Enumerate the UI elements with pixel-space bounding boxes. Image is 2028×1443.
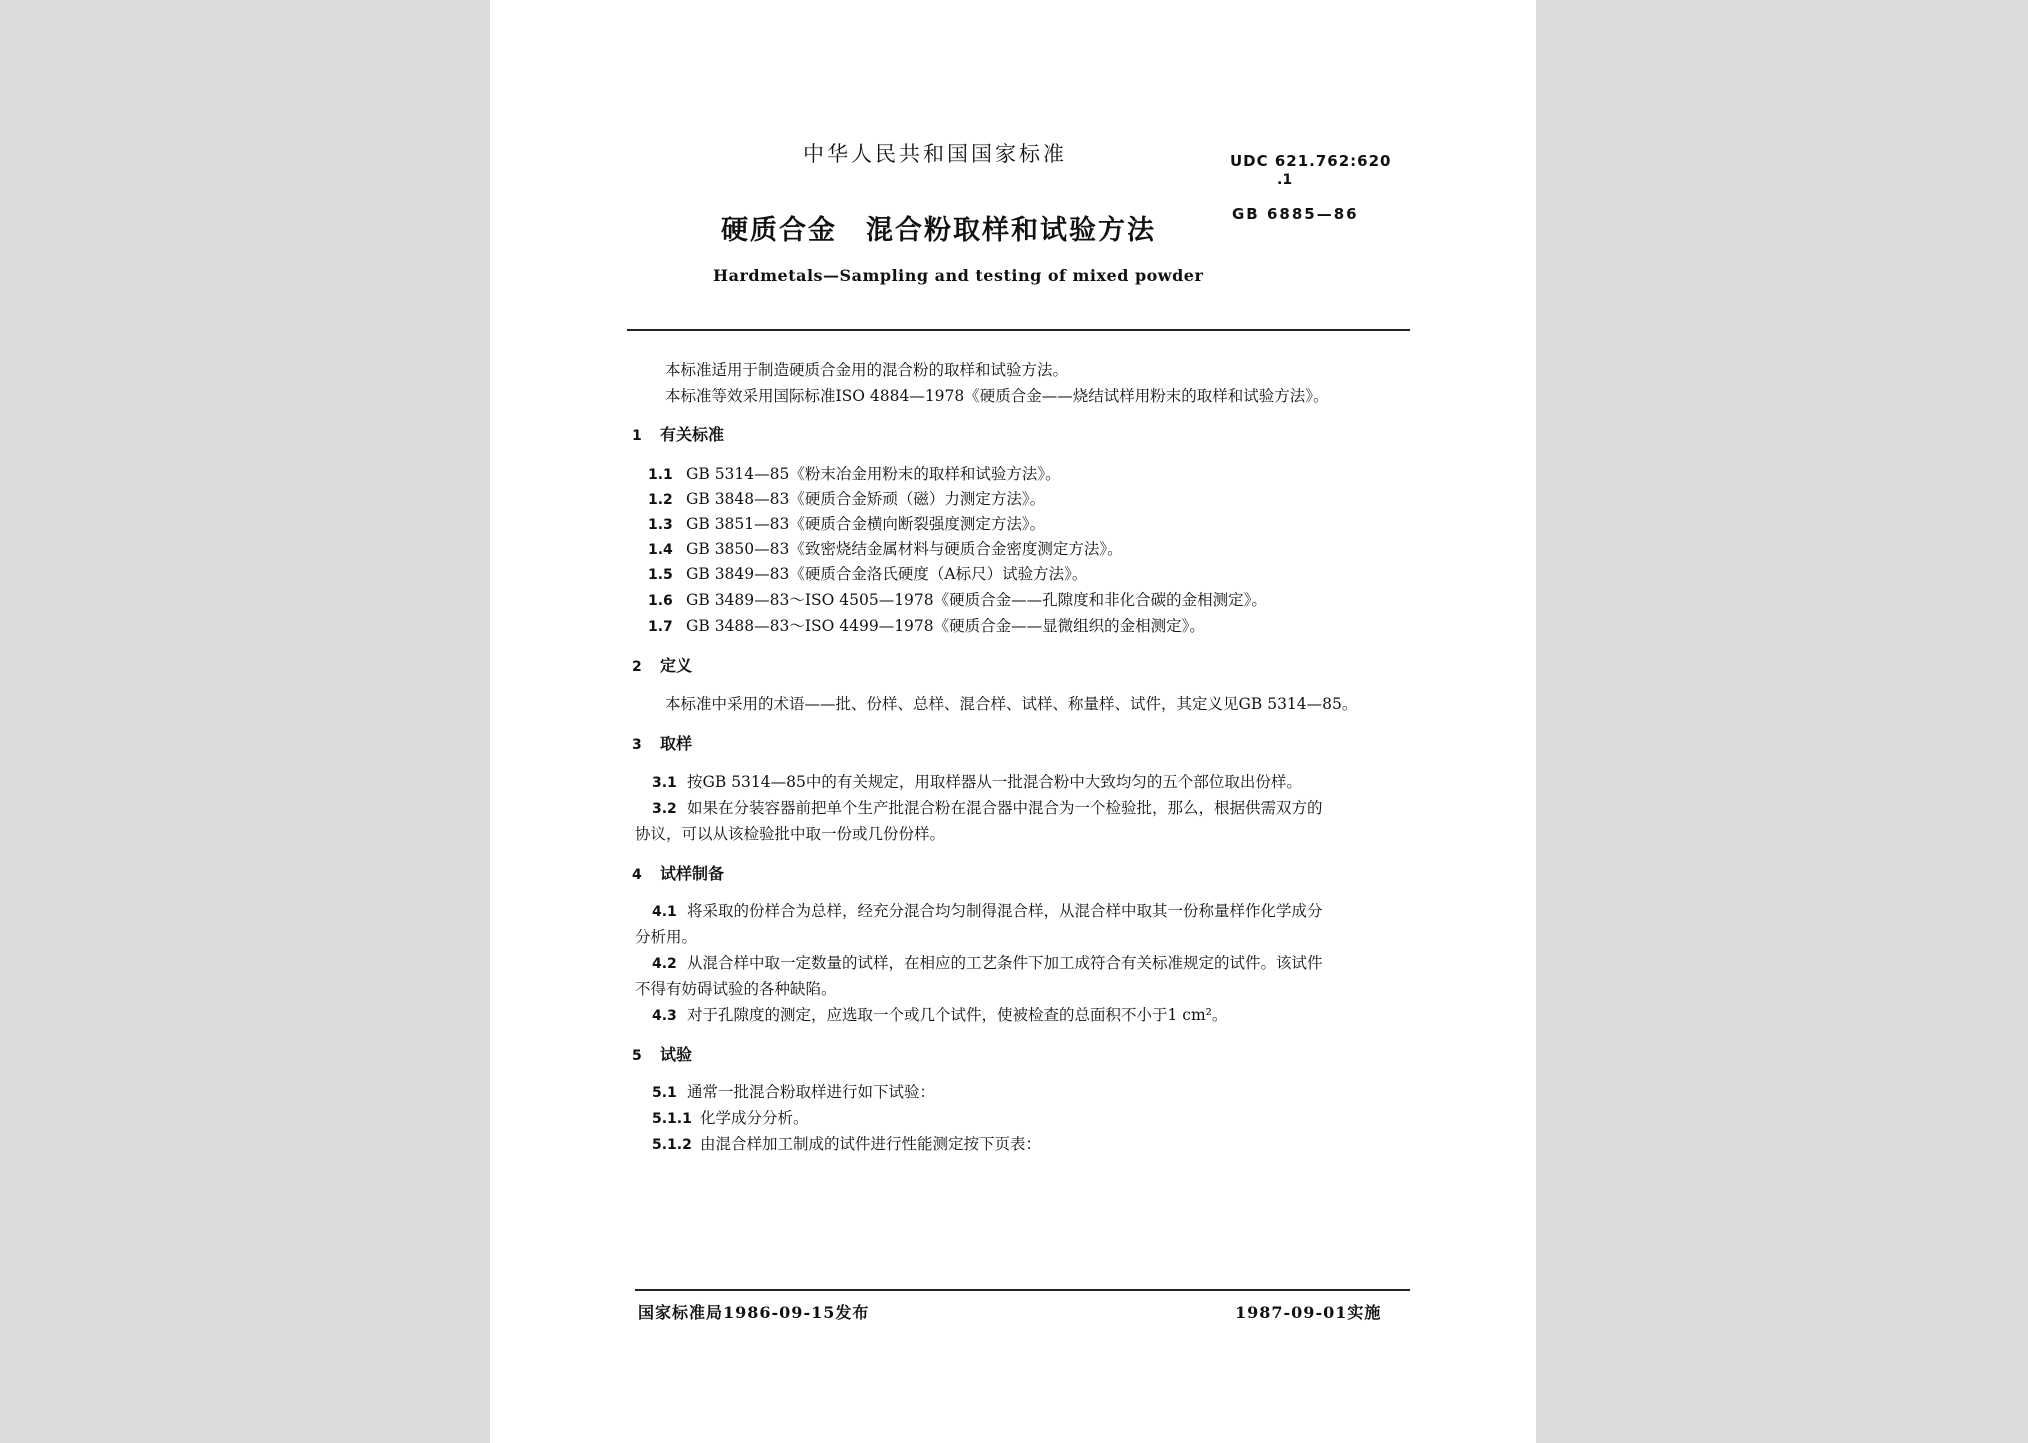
list-item: 1.1 GB 5314—85《粉末冶金用粉末的取样和试验方法》。 [648, 465, 1061, 483]
document-page [490, 0, 1536, 1443]
list-item: 1.3 GB 3851—83《硬质合金横向断裂强度测定方法》。 [648, 515, 1046, 533]
list-item: 1.5 GB 3849—83《硬质合金洛氏硬度（A标尺）试验方法》。 [648, 565, 1088, 583]
udc-code-continuation: .1 [1277, 172, 1293, 188]
paragraph: 3.2 如果在分装容器前把单个生产批混合粉在混合器中混合为一个检验批，那么，根据供需双方的 [652, 799, 1323, 817]
paragraph: 5.1.2 由混合样加工制成的试件进行性能测定按下页表： [652, 1135, 1042, 1153]
paragraph: 4.3 对于孔隙度的测定，应选取一个或几个试件，使被检查的总面积不小于1 cm²。 [652, 1006, 1228, 1024]
intro-scope: 本标准适用于制造硬质合金用的混合粉的取样和试验方法。 [665, 361, 1069, 379]
paragraph: 5.1 通常一批混合粉取样进行如下试验： [652, 1083, 936, 1101]
section-2-heading: 2 定义 [632, 656, 693, 675]
section-1-heading: 1 有关标准 [632, 425, 725, 444]
bottom-divider [635, 1289, 1410, 1291]
paragraph: 3.1 按GB 5314—85中的有关规定，用取样器从一批混合粉中大致均匀的五个部位取出份样。 [652, 773, 1302, 791]
definition-text: 本标准中采用的术语——批、份样、总样、混合样、试样、称量样、试件，其定义见GB 5314—85。 [665, 695, 1358, 713]
list-item: 1.6 GB 3489—83～ISO 4505—1978《硬质合金——孔隙度和非化合碳的金相测定》。 [648, 591, 1267, 609]
paragraph: 5.1.1 化学成分分析。 [652, 1109, 809, 1127]
title-chinese: 硬质合金 混合粉取样和试验方法 [721, 215, 1156, 246]
national-standard-heading: 中华人民共和国国家标准 [803, 142, 1067, 166]
top-divider [627, 329, 1410, 331]
paragraph-continuation: 不得有妨碍试验的各种缺陷。 [635, 980, 837, 998]
udc-code: UDC 621.762:620 [1230, 152, 1392, 170]
paragraph: 4.1 将采取的份样合为总样，经充分混合均匀制得混合样，从混合样中取其一份称量样作化学成分 [652, 902, 1323, 920]
issue-date: 国家标准局1986-09-15发布 [638, 1303, 870, 1322]
section-5-heading: 5 试验 [632, 1045, 693, 1064]
gb-number: GB 6885—86 [1232, 205, 1359, 223]
section-3-heading: 3 取样 [632, 734, 693, 753]
list-item: 1.4 GB 3850—83《致密烧结金属材料与硬质合金密度测定方法》。 [648, 540, 1123, 558]
intro-equivalence: 本标准等效采用国际标准ISO 4884—1978《硬质合金——烧结试样用粉末的取样和试验方法》。 [665, 387, 1329, 405]
title-english: Hardmetals—Sampling and testing of mixed powder [713, 266, 1204, 285]
paragraph: 4.2 从混合样中取一定数量的试样，在相应的工艺条件下加工成符合有关标准规定的试件。该试件 [652, 954, 1323, 972]
paragraph-continuation: 分析用。 [635, 928, 698, 946]
list-item: 1.2 GB 3848—83《硬质合金矫顽（磁）力测定方法》。 [648, 490, 1046, 508]
list-item: 1.7 GB 3488—83～ISO 4499—1978《硬质合金——显微组织的金相测定》。 [648, 617, 1205, 635]
paragraph-continuation: 协议，可以从该检验批中取一份或几份份样。 [635, 825, 946, 843]
effective-date: 1987-09-01实施 [1235, 1303, 1382, 1322]
section-4-heading: 4 试样制备 [632, 864, 725, 883]
